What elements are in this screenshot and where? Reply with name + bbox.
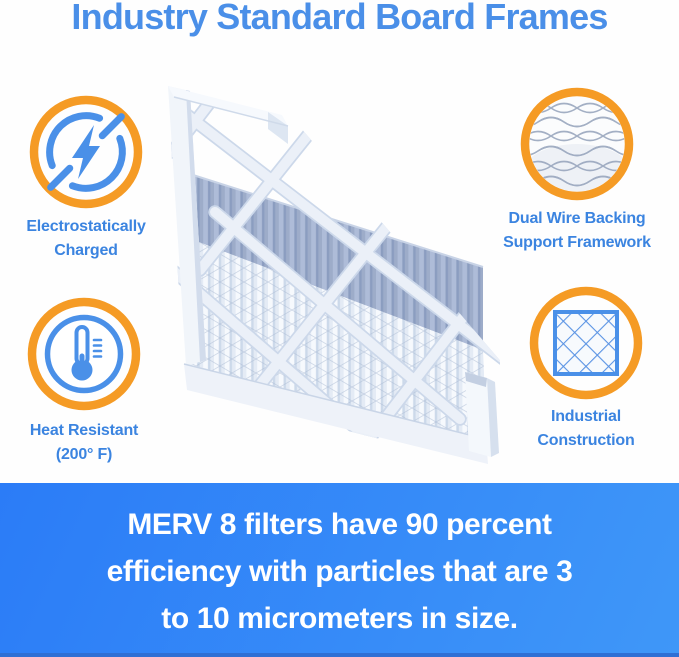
wire-mesh-photo-icon [517, 84, 637, 204]
feature-label-line: (200° F) [55, 446, 113, 463]
feature-label [0, 419, 174, 467]
banner-text-line: efficiency with particles that are 3 [106, 555, 573, 588]
banner-text-line: MERV 8 filters have 90 percent [127, 508, 552, 541]
feature-label-line: Dual Wire Backing [508, 210, 646, 227]
lightning-flash-icon [26, 92, 146, 212]
feature-label-line: Construction [537, 432, 635, 449]
banner-text [0, 483, 679, 642]
feature-label-line: Heat Resistant [29, 422, 139, 439]
info-banner [0, 483, 679, 657]
feature-label-line: Charged [54, 242, 118, 259]
feature-industrial-construction [496, 283, 676, 453]
feature-label-line: Support Framework [503, 234, 651, 251]
thermometer-icon [24, 294, 144, 414]
feature-electrostatically-charged [0, 92, 176, 263]
feature-label [0, 215, 176, 263]
feature-label-line: Industrial [550, 408, 621, 425]
feature-heat-resistant [0, 294, 174, 467]
banner-text-line: to 10 micrometers in size. [161, 602, 518, 635]
feature-label [496, 405, 676, 453]
product-image-air-filter [160, 72, 500, 467]
diamond-lattice-icon [526, 283, 646, 403]
feature-dual-wire-backing [487, 84, 667, 255]
page-title: Industry Standard Board Frames [71, 0, 608, 37]
feature-label [487, 207, 667, 255]
feature-label-line: Electrostatically [26, 218, 146, 235]
